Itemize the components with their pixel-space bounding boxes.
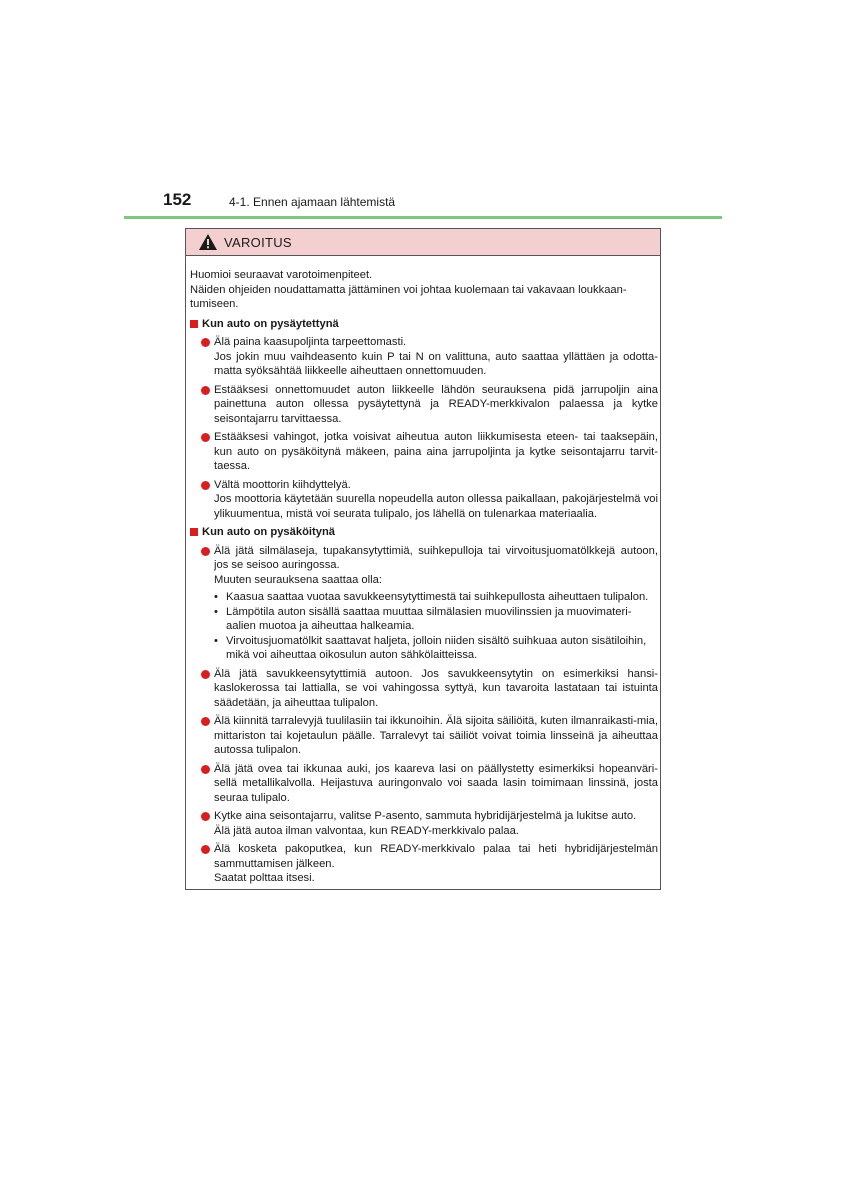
warning-item	[190, 842, 658, 886]
warning-item-line: Älä jätä ovea tai ikkunaa auki, jos kaareva lasi on päällystetty esimerkiksi hopeanväri-sellä metallikalvolla. Heijastuva auringonvalo voi saada lasin toimimaan linssinä, josta seuraa tulipalo.	[214, 762, 658, 804]
warning-item-line: Muuten seurauksena saattaa olla:	[214, 573, 382, 586]
red-dot-bullet-icon	[201, 765, 210, 774]
warning-label: VAROITUS	[224, 234, 292, 250]
warning-item-line: Älä paina kaasupoljinta tarpeettomasti.	[214, 336, 407, 348]
warning-item-line: Jos jokin muu vaihdeasento kuin P tai N on valittuna, auto saattaa yllättäen ja odotta-matta syöksähtää liikkeelle aiheuttaen onnettomuuden.	[214, 350, 658, 377]
sub-list-item-text: Kaasua saattaa vuotaa savukkeensytyttimestä tai suihkepullosta aiheuttaen tulipalon.	[226, 591, 649, 603]
sub-list-item-text: Lämpötila auton sisällä saattaa muuttaa silmälasien muovilinssien ja muovimateri-aalien muotoa ja aiheuttaa halkeamia.	[226, 605, 632, 632]
red-dot-bullet-icon	[201, 670, 210, 679]
warning-item-line: Älä jätä autoa ilman valvontaa, kun READY-merkkivalo palaa.	[214, 824, 519, 837]
warning-triangle-icon	[198, 233, 218, 251]
warning-item-line: Kytke aina seisontajarru, valitse P-asento, sammuta hybridijärjestelmä ja lukitse auto.	[214, 810, 637, 822]
intro-line: Huomioi seuraavat varotoimenpiteet.	[190, 269, 373, 281]
red-dot-bullet-icon	[201, 386, 210, 395]
warning-item-line: Älä jätä silmälaseja, tupakansytyttimiä, suihkepulloja tai virvoitusjuomatölkkejä autoon, jos se seisoo auringossa.	[214, 544, 658, 571]
red-dot-bullet-icon	[201, 338, 210, 347]
sub-list-item	[214, 605, 658, 634]
warning-box	[185, 228, 661, 890]
warning-item-line: Vältä moottorin kiihdyttelyä.	[214, 478, 351, 491]
warning-item	[190, 478, 658, 522]
condition-heading-text: Kun auto on pysäköitynä	[202, 526, 336, 538]
red-dot-bullet-icon	[201, 547, 210, 556]
sub-list-item	[214, 590, 658, 605]
condition-heading-text: Kun auto on pysäytettynä	[202, 317, 339, 330]
warning-item	[190, 809, 658, 838]
intro-text	[190, 268, 658, 312]
section-title: 4-1. Ennen ajamaan lähtemistä	[229, 195, 396, 209]
warning-item-line: Älä kiinnitä tarralevyjä tuulilasiin tai ikkunoihin. Älä sijoita säiliöitä, kuten ilmanraikasti-mia, mittariston tai kojetaulun päälle. Tarralevyt tai säiliöt voivat toimia linsseinä ja aiheuttaa autossa tulipalon.	[214, 715, 658, 756]
header-rule	[124, 216, 722, 219]
warning-item	[190, 544, 658, 663]
warning-item-line: Älä jätä savukkeensytyttimiä autoon. Jos savukkeensytytin on esimerkiksi hansi-kaslokerossa tai lattialla, se voi vahingossa syttyä, kun tavaroita lastataan tai istuinta säädetään, ja aiheuttaa tulipalon.	[214, 667, 658, 709]
condition-heading	[190, 317, 658, 332]
small-bullet-icon: •	[214, 591, 218, 603]
warning-body	[190, 268, 658, 890]
red-square-bullet-icon	[190, 320, 198, 328]
warning-item	[190, 667, 658, 711]
red-dot-bullet-icon	[201, 812, 210, 821]
warning-item-line: Estääksesi onnettomuudet auton liikkeelle lähdön seurauksena pidä jarrupoljin aina painettuna auton ollessa pysäytettynä ja READY-merkkivalon palaessa ja kytke seisontajarru tarvittaessa.	[214, 383, 658, 425]
warning-item-line: Älä kosketa pakoputkea, kun READY-merkkivalo palaa tai heti hybridijärjestelmän sammuttamisen jälkeen.	[214, 843, 658, 870]
sub-list	[214, 590, 658, 663]
condition-heading	[190, 525, 658, 540]
red-dot-bullet-icon	[201, 481, 210, 490]
warning-item	[190, 335, 658, 379]
warning-item-line: Estääksesi vahingot, jotka voisivat aiheutua auton liikkumisesta eteen- tai taaksepäin, kun auto on pysäköitynä mäkeen, paina aina jarrupoljinta ja kytke seisontajarru tarvit-taessa.	[214, 431, 658, 472]
sub-list-item	[214, 634, 658, 663]
warning-item	[190, 714, 658, 758]
warning-item	[190, 762, 658, 806]
small-bullet-icon: •	[214, 634, 218, 647]
sub-list-item-text: Virvoitusjuomatölkit saattavat haljeta, jolloin niiden sisältö suihkuaa auton sisätiloihin, mikä voi aiheuttaa oikosulun auton sähkölaitteissa.	[226, 634, 647, 661]
red-dot-bullet-icon	[201, 845, 210, 854]
warning-item-line: Jos moottoria käytetään suurella nopeudella auton ollessa paikallaan, pakojärjestelmä voi ylikuumentua, mistä voi seurata tulipalo, jos lähellä on tulenarkaa materiaalia.	[214, 493, 658, 520]
red-dot-bullet-icon	[201, 717, 210, 726]
small-bullet-icon: •	[214, 605, 218, 618]
warning-item	[190, 430, 658, 474]
page-number: 152	[163, 190, 192, 209]
intro-line: Näiden ohjeiden noudattamatta jättäminen voi johtaa kuolemaan tai vakavaan loukkaan-tumiseen.	[190, 283, 627, 310]
warning-item-line: Saatat polttaa itsesi.	[214, 872, 315, 884]
warning-item	[190, 383, 658, 427]
red-dot-bullet-icon	[201, 433, 210, 442]
warning-header	[186, 229, 660, 256]
red-square-bullet-icon	[190, 528, 198, 536]
